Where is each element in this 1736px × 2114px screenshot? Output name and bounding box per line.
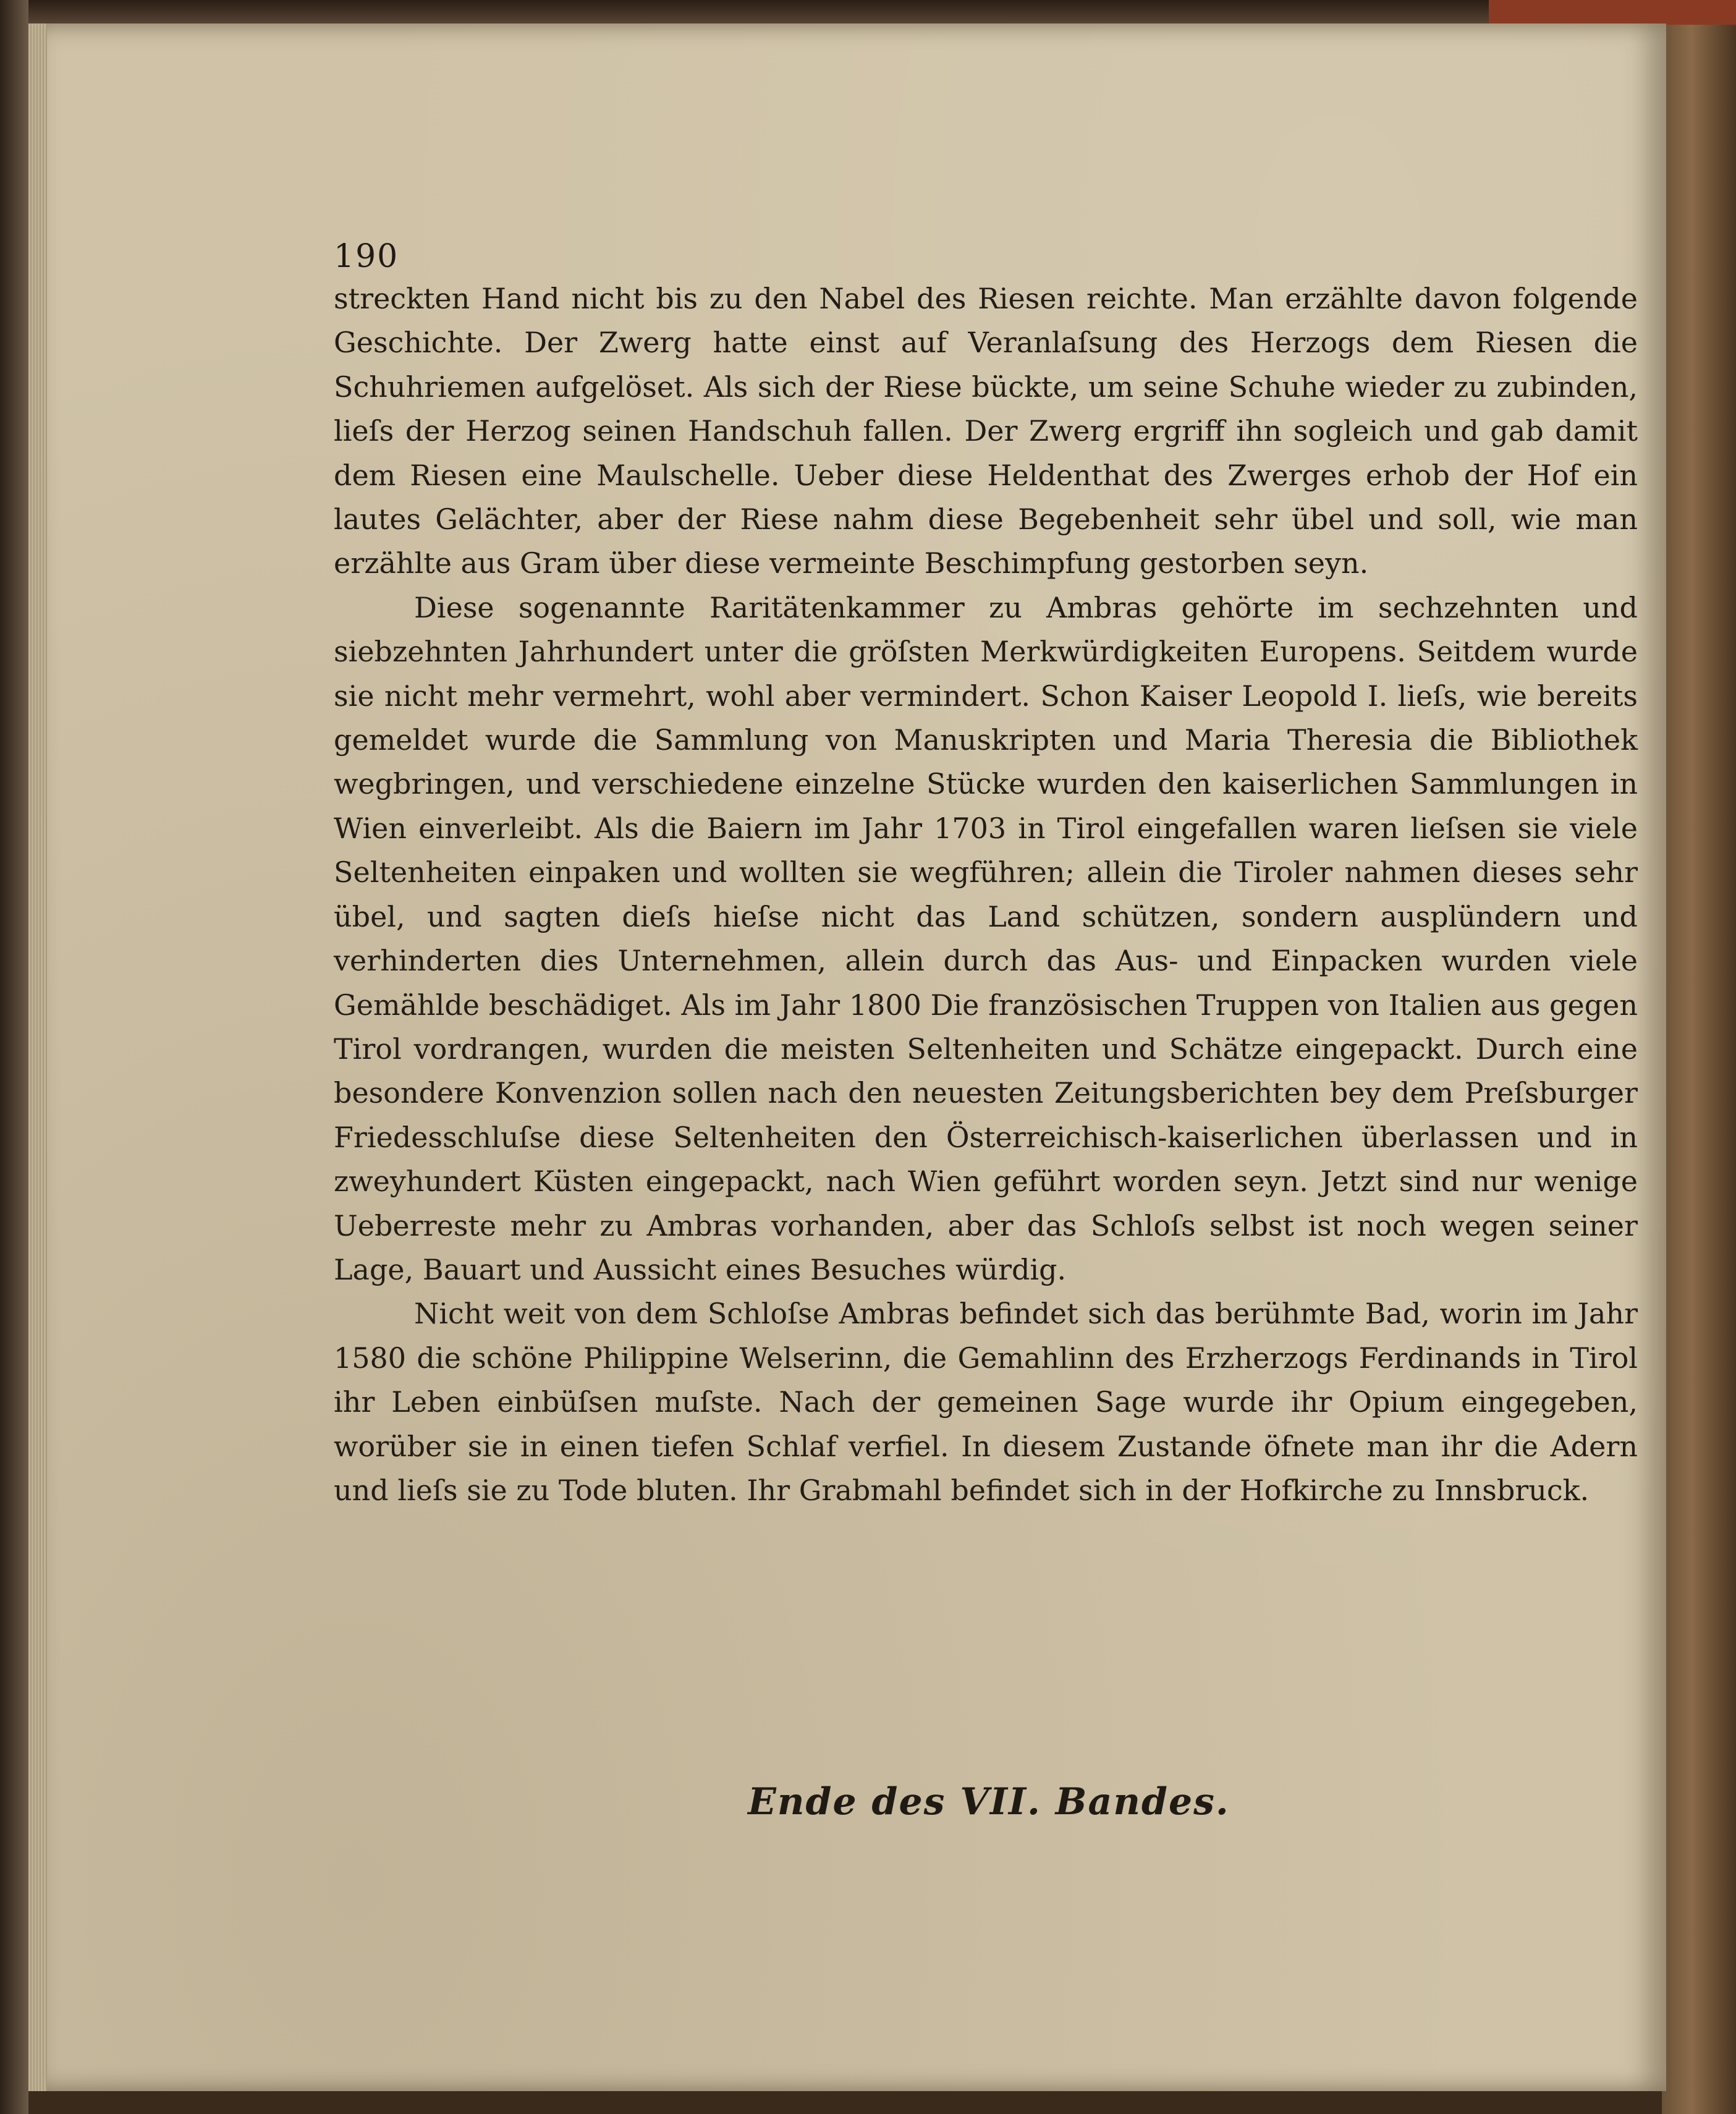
page-number: 190	[334, 238, 399, 275]
paragraph: Diese sogenannte Raritätenkammer zu Ambras gehörte im sechzehnten und siebzehnten Jahrhundert unter die gröſsten Merkwürdigkeiten Europens. Seitdem wurde sie nicht mehr vermehrt, wohl aber vermindert. Schon Kaiser Leopold I. lieſs, wie bereits gemeldet wurde die Sammlung von Manuskripten und Maria Theresia die Bibliothek wegbringen, und verschiedene einzelne Stücke wurden den kaiserlichen Sammlungen in Wien einverleibt. Als die Baiern im Jahr 1703 in Tirol eingefallen waren lieſsen sie viele Seltenheiten einpaken und wollten sie wegführen; allein die Tiroler nahmen dieses sehr übel, und sagten dieſs hieſse nicht das Land schützen, sondern ausplündern und verhinderten dies Unternehmen, allein durch das Aus- und Einpacken wurden viele Gemählde beschädiget. Als im Jahr 1800 Die französischen Truppen von Italien aus gegen Tirol vordrangen, wurden die meisten Seltenheiten und Schätze eingepackt. Durch eine besondere Konvenzion sollen nach den neuesten Zeitungsberichten bey dem Preſsburger Friedesschluſse diese Seltenheiten den Österreichisch-kaiserlichen überlassen und in zweyhundert Küsten eingepackt, nach Wien geführt worden seyn. Jetzt sind nur wenige Ueberreste mehr zu Ambras vorhanden, aber das Schloſs selbst ist noch wegen seiner Lage, Bauart und Aussicht eines Besuches würdig.	[334, 590, 1638, 1286]
paragraph: Nicht weit von dem Schloſse Ambras befindet sich das berühmte Bad, worin im Jahr 1580 die schöne Philippine Welserinn, die Gemahlinn des Erzherzogs Ferdinands in Tirol ihr Leben einbüſsen muſste. Nach der gemeinen Sage wurde ihr Opium eingegeben, worüber sie in einen tiefen Schlaf verfiel. In diesem Zustande öfnete man ihr die Adern und lieſs sie zu Tode bluten. Ihr Grabmahl befindet sich in der Hofkirche zu Innsbruck.	[334, 1297, 1638, 1507]
closing-line: Ende des VII. Bandes.	[748, 1780, 1230, 1823]
paragraph: streckten Hand nicht bis zu den Nabel des Riesen reichte. Man erzählte davon folgende Geschichte. Der Zwerg hatte einst auf Veranlaſsung des Herzogs dem Riesen die Schuhriemen aufgelöset. Als sich der Riese bückte, um seine Schuhe wieder zu zubinden, lieſs der Herzog seinen Handschuh fallen. Der Zwerg ergriff ihn sogleich und gab damit dem Riesen eine Maulschelle. Ueber diese Heldenthat des Zwerges erhob der Hof ein lautes Gelächter, aber der Riese nahm diese Begebenheit sehr übel und soll, wie man erzählte aus Gram über diese vermeinte Beschimpfung gestorben seyn.	[334, 282, 1638, 580]
scan-top-edge	[0, 0, 1736, 26]
body-text	[334, 277, 1638, 1513]
book-cover-corner	[1489, 0, 1736, 25]
